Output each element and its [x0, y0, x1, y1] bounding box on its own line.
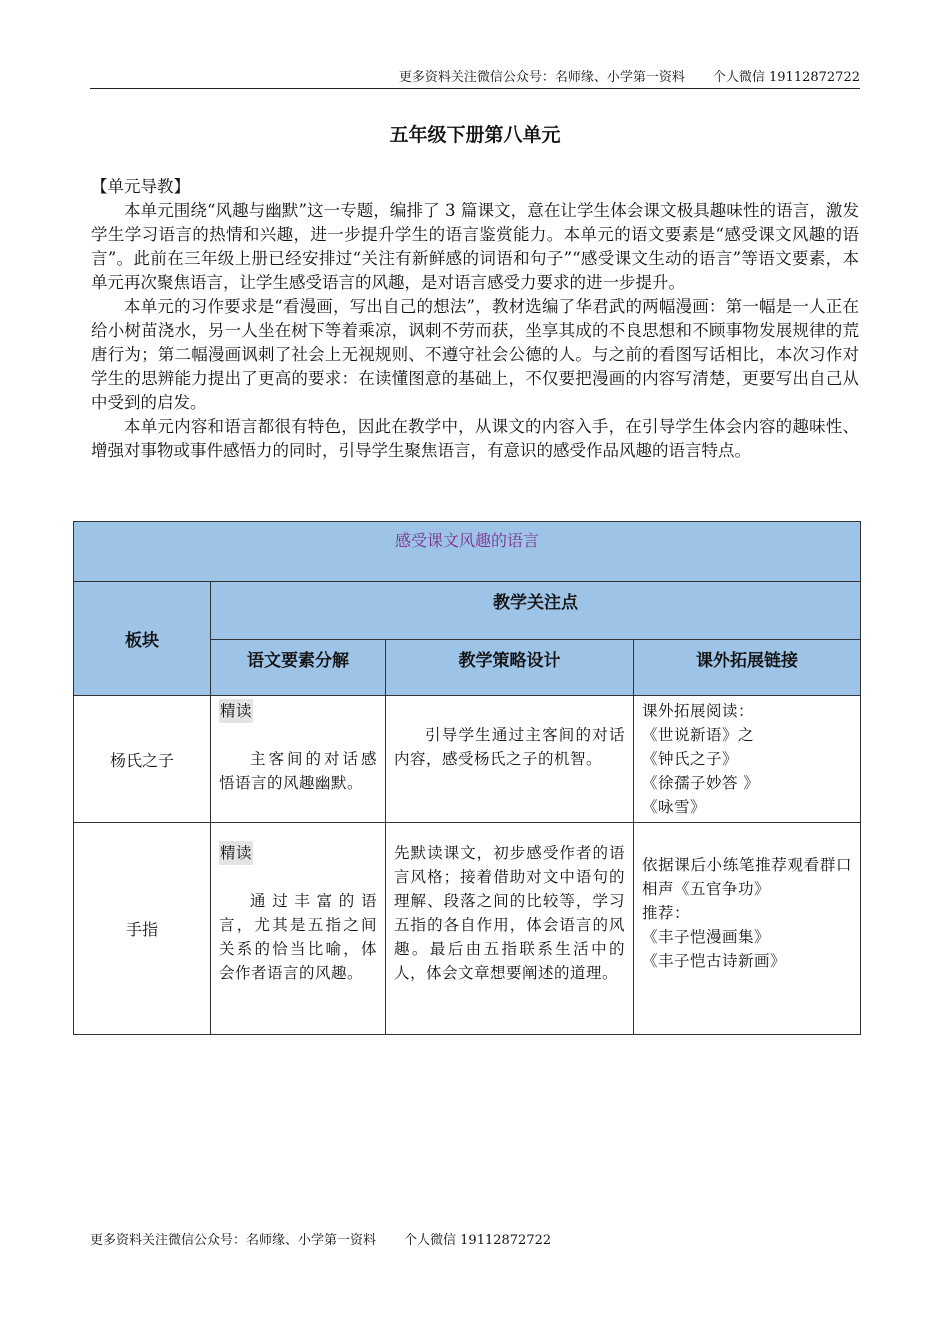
table-title: 感受课文风趣的语言	[74, 522, 861, 582]
extension-line: 《丰子恺古诗新画》	[642, 952, 787, 970]
extension-line: 《丰子恺漫画集》	[642, 928, 771, 946]
intro-paragraph-3: 本单元内容和语言都很有特色，因此在教学中，从课文的内容入手，在引导学生体会内容的趣味性、增强对事物或事件感悟力的同时，引导学生聚焦语言，有意识的感受作品风趣的语言特点。	[91, 417, 859, 460]
reading-type-tag: 精读	[219, 699, 253, 723]
header-element-breakdown: 语文要素分解	[211, 640, 386, 696]
intro-paragraph-2: 本单元的习作要求是“看漫画，写出自己的想法”，教材选编了华君武的两幅漫画：第一幅是一人正在给小树苗浇水，另一人坐在树下等着乘凉，讽刺不劳而获，坐享其成的不良思想和不顾事物发展规律的荒唐行为；第二幅漫画讽刺了社会上无视规则、不遵守社会公德的人。与之前的看图写话相比，本次习作对学生的思辨能力提出了更高的要求：在读懂图意的基础上，不仅要把漫画的内容写清楚，更要写出自己从中受到的启发。	[91, 297, 859, 412]
extension-line: 课外拓展阅读：	[642, 702, 755, 720]
header-wechat-account: 更多资料关注微信公众号：名师缘、小学第一资料	[398, 70, 685, 85]
header-teaching-focus: 教学关注点	[211, 582, 861, 640]
page-title: 五年级下册第八单元	[389, 124, 561, 146]
intro-heading: 【单元导教】	[91, 177, 190, 196]
strategy-cell	[386, 823, 634, 1035]
table-row	[74, 823, 861, 1035]
footer-personal-wechat: 个人微信 19112872722	[404, 1233, 552, 1248]
element-cell	[211, 696, 386, 823]
extension-line: 《徐孺子妙答 》	[642, 774, 760, 792]
strategy-text: 引导学生通过主客间的对话内容，感受杨氏之子的机智。	[394, 726, 625, 768]
extension-cell	[634, 823, 861, 1035]
extension-line: 《咏雪》	[642, 798, 707, 816]
teaching-focus-table	[73, 521, 861, 1035]
strategy-cell	[386, 696, 634, 823]
strategy-text: 先默读课文，初步感受作者的语言风格；接着借助对文中语句的理解、段落之间的比较等，学习五指的各自作用，体会语言的风趣。最后由五指联系生活中的人，体会文章想要阐述的道理。	[394, 844, 625, 982]
header-personal-wechat: 个人微信 19112872722	[712, 70, 860, 85]
element-text: 通过丰富的语言，尤其是五指之间关系的恰当比喻，体会作者语言的风趣。	[219, 892, 377, 982]
header-strategy-design: 教学策略设计	[386, 640, 634, 696]
element-cell	[211, 823, 386, 1035]
reading-type-tag: 精读	[219, 841, 253, 865]
lesson-name: 杨氏之子	[74, 696, 211, 823]
element-text: 主客间的对话感悟语言的风趣幽默。	[219, 750, 377, 792]
extension-line: 《世说新语》之	[642, 726, 755, 744]
lesson-name: 手指	[74, 823, 211, 1035]
page-header	[90, 66, 860, 89]
page-footer	[90, 1229, 551, 1248]
extension-line: 《钟氏之子》	[642, 750, 739, 768]
header-extension-links: 课外拓展链接	[634, 640, 861, 696]
header-bankuai: 板块	[74, 582, 211, 696]
extension-cell	[634, 696, 861, 823]
intro-paragraph-1: 本单元围绕“风趣与幽默”这一专题，编排了 3 篇课文，意在让学生体会课文极具趣味性的语言，激发学生学习语言的热情和兴趣，进一步提升学生的语言鉴赏能力。本单元的语文要素是“感受课文风趣的语言”。此前在三年级上册已经安排过“关注有新鲜感的词语和句子”“感受课文生动的语言”等语文要素，本单元再次聚焦语言，让学生感受语言的风趣，是对语言感受力要求的进一步提升。	[91, 201, 859, 292]
extension-line: 推荐：	[642, 904, 691, 922]
table-row	[74, 696, 861, 823]
extension-line: 依据课后小练笔推荐观看群口相声《五官争功》	[642, 856, 853, 898]
unit-intro	[91, 175, 859, 463]
footer-wechat-account: 更多资料关注微信公众号：名师缘、小学第一资料	[90, 1233, 377, 1248]
